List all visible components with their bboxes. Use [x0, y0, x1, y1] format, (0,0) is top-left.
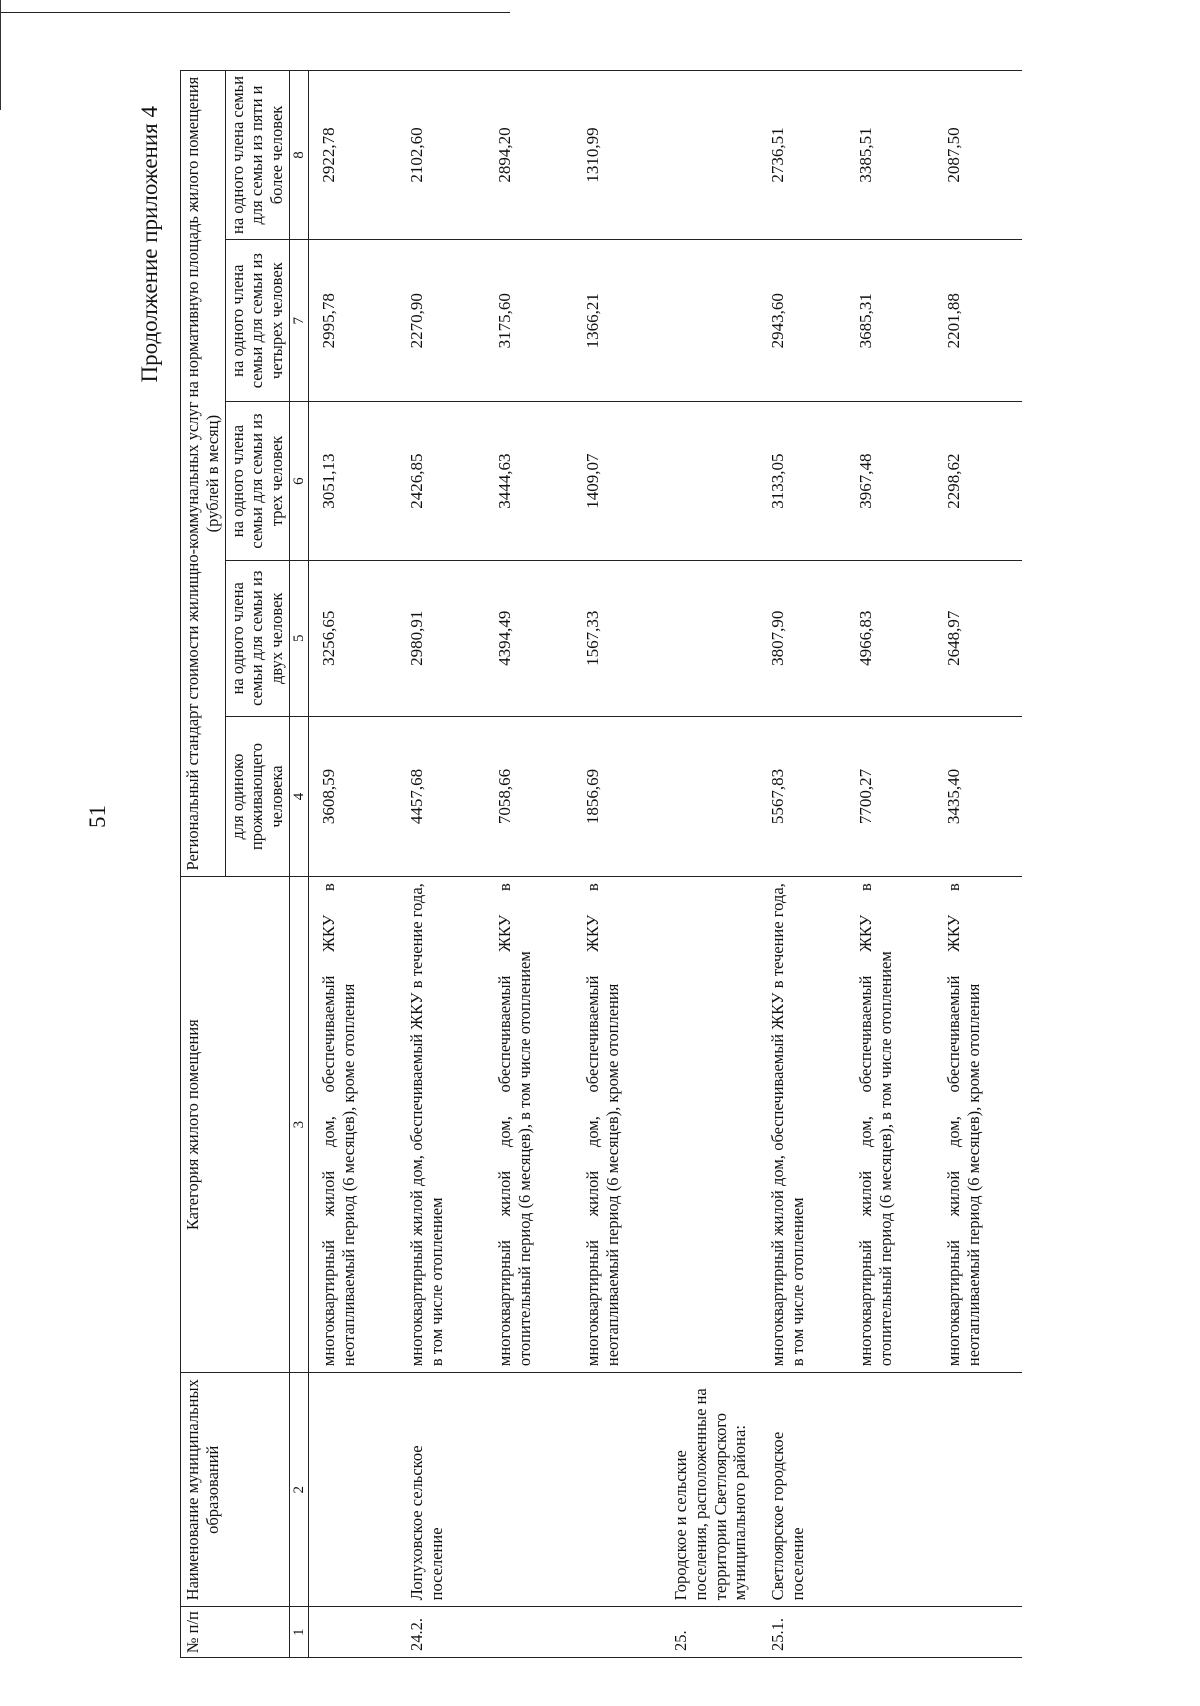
value-single: 7058,66	[485, 716, 573, 876]
value-four: 1366,21	[573, 239, 661, 401]
header-two: на одного члена семьи для семьи из двух человек	[225, 560, 289, 716]
municipality-name	[934, 1373, 1022, 1607]
column-number: 3	[289, 877, 308, 1373]
housing-category: многоквартирный жилой дом, обеспечиваемый ЖКУ в неотапливаемый период (6 месяцев), кроме отопления	[308, 877, 397, 1373]
housing-category: многоквартирный жилой дом, обеспечиваемый ЖКУ в неотапливаемый период (6 месяцев), кроме отопления	[934, 877, 1022, 1373]
column-number: 7	[289, 239, 308, 401]
value-four: 2995,78	[308, 239, 397, 401]
table-row	[758, 71, 846, 1658]
row-number	[846, 1607, 934, 1658]
value-three: 2298,62	[934, 402, 1022, 560]
value-two: 2980,91	[397, 560, 485, 716]
header-municipality: Наименование муниципальных образований	[181, 1373, 290, 1607]
value-two: 3256,65	[308, 560, 397, 716]
housing-category: многоквартирный жилой дом, обеспечиваемый ЖКУ в течение года, в том числе отоплением	[758, 877, 846, 1373]
column-number: 6	[289, 402, 308, 560]
value-four: 2943,60	[758, 239, 846, 401]
value-single	[661, 716, 758, 876]
row-number: 25.1.	[758, 1607, 846, 1658]
rotated-page	[85, 58, 1085, 1658]
standards-table	[180, 70, 1022, 1658]
header-five-plus: на одного члена семьи для семьи из пяти и более человек	[225, 71, 289, 240]
value-single: 4457,68	[397, 716, 485, 876]
table-row	[846, 71, 934, 1658]
value-single: 5567,83	[758, 716, 846, 876]
value-two: 4394,49	[485, 560, 573, 716]
value-three: 3444,63	[485, 402, 573, 560]
row-number	[308, 1607, 397, 1658]
header-single: для одиноко проживающего человека	[225, 716, 289, 876]
value-four: 2201,88	[934, 239, 1022, 401]
municipality-name: Городское и сельские поселения, расположенные на территории Светлоярского муниципального района:	[661, 1373, 758, 1607]
value-five-plus: 2894,20	[485, 71, 573, 240]
value-five-plus: 2922,78	[308, 71, 397, 240]
value-two	[661, 560, 758, 716]
municipality-name: Светлоярское городское поселение	[758, 1373, 846, 1607]
value-two: 3807,90	[758, 560, 846, 716]
table-row	[308, 71, 397, 1658]
page-number: 51	[85, 805, 110, 828]
value-single: 1856,69	[573, 716, 661, 876]
scan-edge-line	[0, 12, 510, 13]
value-three	[661, 402, 758, 560]
value-three: 3051,13	[308, 402, 397, 560]
value-single: 7700,27	[846, 716, 934, 876]
municipality-name	[485, 1373, 573, 1607]
value-three: 1409,07	[573, 402, 661, 560]
table-row	[573, 71, 661, 1658]
housing-category: многоквартирный жилой дом, обеспечиваемый ЖКУ в отопительный период (6 месяцев), в том числе отоплением	[846, 877, 934, 1373]
column-number: 2	[289, 1373, 308, 1607]
municipality-name	[573, 1373, 661, 1607]
value-five-plus: 2102,60	[397, 71, 485, 240]
value-single: 3608,59	[308, 716, 397, 876]
value-five-plus: 2736,51	[758, 71, 846, 240]
row-number	[485, 1607, 573, 1658]
value-two: 4966,83	[846, 560, 934, 716]
header-regional-standard: Региональный стандарт стоимости жилищно-коммунальных услуг на нормативную площадь жилого помещения (рублей в месяц)	[181, 71, 226, 877]
header-category: Категория жилого помещения	[181, 877, 290, 1373]
value-three: 2426,85	[397, 402, 485, 560]
municipality-name	[846, 1373, 934, 1607]
municipality-name	[308, 1373, 397, 1607]
value-three: 3967,48	[846, 402, 934, 560]
table-row	[934, 71, 1022, 1658]
header-three: на одного члена семьи для семьи из трех человек	[225, 402, 289, 560]
row-number: 25.	[661, 1607, 758, 1658]
column-number: 5	[289, 560, 308, 716]
header-number: № п/п	[181, 1607, 290, 1658]
value-five-plus: 2087,50	[934, 71, 1022, 240]
value-four: 2270,90	[397, 239, 485, 401]
row-number	[573, 1607, 661, 1658]
table-row	[397, 71, 485, 1658]
value-two: 1567,33	[573, 560, 661, 716]
value-three: 3133,05	[758, 402, 846, 560]
column-number: 4	[289, 716, 308, 876]
value-five-plus: 1310,99	[573, 71, 661, 240]
value-four	[661, 239, 758, 401]
row-number: 24.2.	[397, 1607, 485, 1658]
header-four: на одного члена семьи для семьи из четырех человек	[225, 239, 289, 401]
column-number: 1	[289, 1607, 308, 1658]
row-number	[934, 1607, 1022, 1658]
housing-category: многоквартирный жилой дом, обеспечиваемый ЖКУ в неотапливаемый период (6 месяцев), кроме отопления	[573, 877, 661, 1373]
housing-category	[661, 877, 758, 1373]
appendix-caption: Продолжение приложения 4	[137, 106, 162, 383]
housing-category: многоквартирный жилой дом, обеспечиваемый ЖКУ в отопительный период (6 месяцев), в том числе отоплением	[485, 877, 573, 1373]
value-five-plus: 3385,51	[846, 71, 934, 240]
table-row	[661, 71, 758, 1658]
column-number: 8	[289, 71, 308, 240]
value-four: 3685,31	[846, 239, 934, 401]
municipality-name: Лопуховское сельское поселение	[397, 1373, 485, 1607]
scan-edge-line	[0, 0, 1, 110]
housing-category: многоквартирный жилой дом, обеспечиваемый ЖКУ в течение года, в том числе отоплением	[397, 877, 485, 1373]
value-four: 3175,60	[485, 239, 573, 401]
value-single: 3435,40	[934, 716, 1022, 876]
value-two: 2648,97	[934, 560, 1022, 716]
table-row	[485, 71, 573, 1658]
value-five-plus	[661, 71, 758, 240]
column-number-row	[289, 71, 308, 1658]
